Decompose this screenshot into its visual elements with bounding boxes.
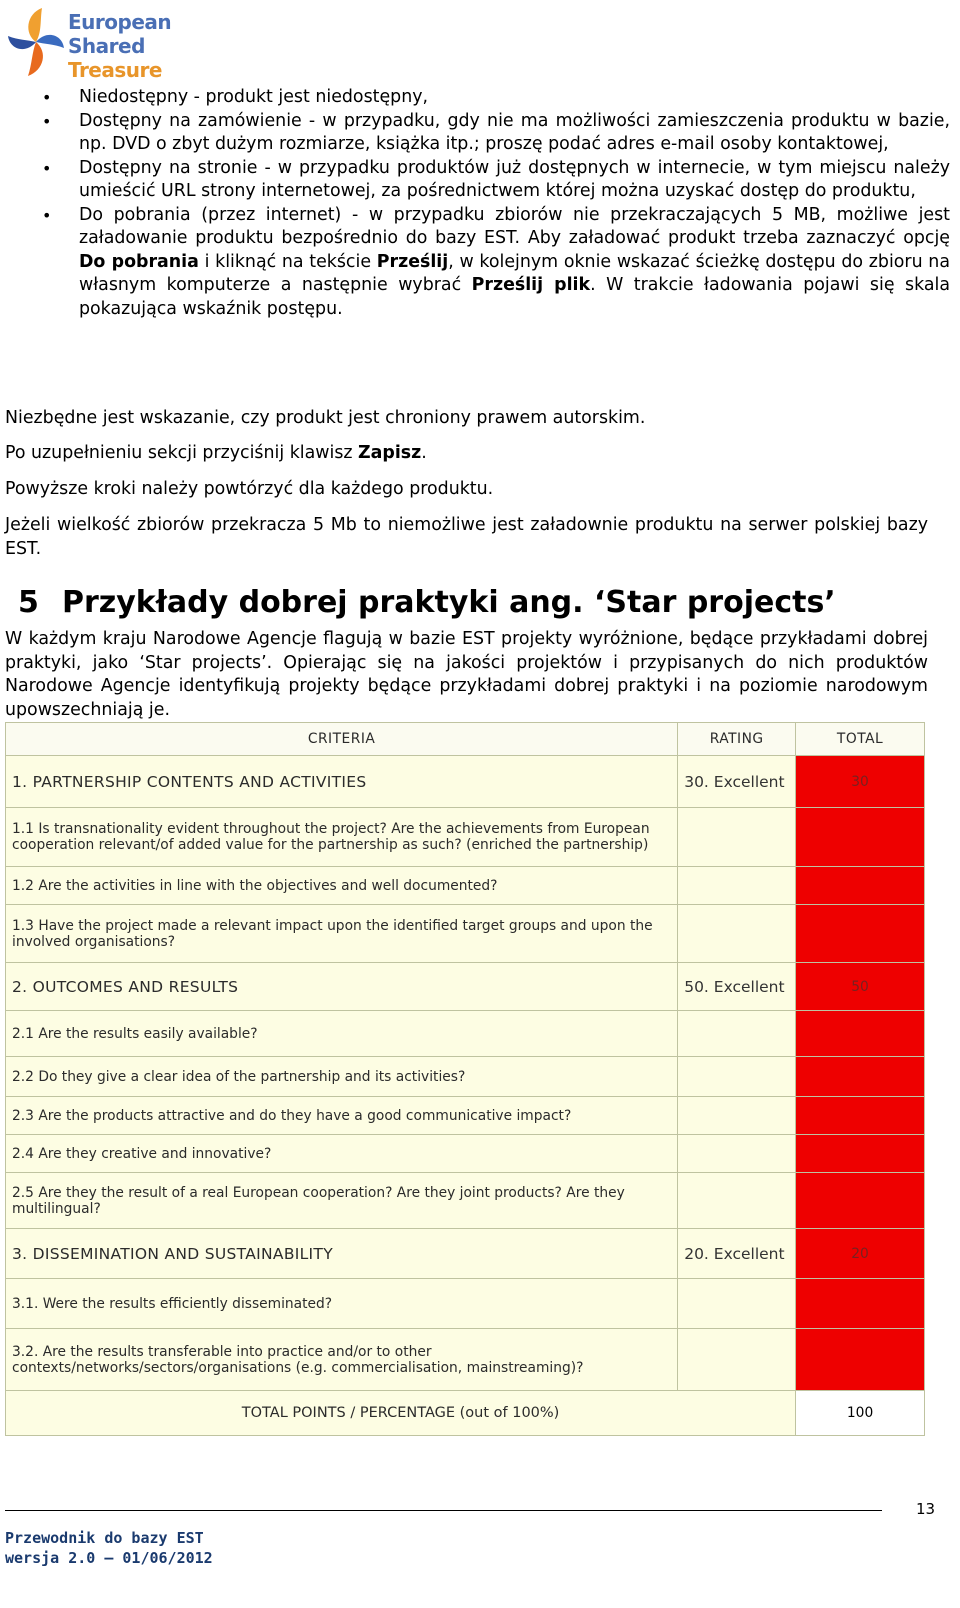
- table-header-row: [6, 723, 925, 756]
- total-cell: [796, 905, 925, 963]
- criteria-cell: 2.2 Do they give a clear idea of the partnership and its activities?: [6, 1057, 678, 1097]
- rating-cell: [678, 1057, 796, 1097]
- logo-text-treasure: Treasure: [68, 58, 162, 82]
- footer-version: wersja 2.0 – 01/06/2012: [5, 1549, 213, 1567]
- total-cell: [796, 1097, 925, 1135]
- list-item: • Niedostępny - produkt jest niedostępny,: [0, 86, 950, 110]
- table-row: [6, 1229, 925, 1279]
- total-cell: [796, 867, 925, 905]
- rating-cell: [678, 808, 796, 867]
- criteria-cell: 2.5 Are they the result of a real European cooperation? Are they joint products? Are they multilingual?: [6, 1173, 678, 1229]
- total-cell: 100: [796, 1391, 925, 1436]
- table-row: [6, 867, 925, 905]
- total-cell: 20: [796, 1229, 925, 1279]
- rating-cell: [678, 1011, 796, 1057]
- rating-cell: [678, 1135, 796, 1173]
- section-number: 5: [18, 585, 39, 620]
- table-row: [6, 808, 925, 867]
- total-cell: [796, 1329, 925, 1391]
- total-cell: 50: [796, 963, 925, 1011]
- footer-divider: [5, 1510, 882, 1511]
- table-row: [6, 756, 925, 808]
- list-item: • Dostępny na stronie - w przypadku produktów już dostępnych w internecie, w tym miejscu należy umieścić URL strony internetowej, za pośrednictwem której można uzyskać dostęp do produktu,: [0, 157, 950, 204]
- paragraph-copyright: Niezbędne jest wskazanie, czy produkt jest chroniony prawem autorskim.: [5, 408, 646, 428]
- availability-options-list: [0, 86, 950, 321]
- list-item: • Dostępny na zamówienie - w przypadku, gdy nie ma możliwości zamieszczenia produktu w bazie, np. DVD o zbyt dużym rozmiarze, książka itp.; proszę podać adres e-mail osoby kontaktowej,: [0, 110, 950, 157]
- total-cell: [796, 1011, 925, 1057]
- section-title: Przykłady dobrej praktyki ang. ‘Star projects’: [62, 585, 836, 620]
- term-przeslij: Prześlij: [376, 251, 449, 272]
- table-row: [6, 1173, 925, 1229]
- criteria-cell: 3. DISSEMINATION AND SUSTAINABILITY: [6, 1229, 678, 1279]
- paragraph-star-projects: W każdym kraju Narodowe Agencje flagują w bazie EST projekty wyróżnione, będące przykładami dobrej praktyki, jako ‘Star projects’. Opierając się na jakości projektów i przypisanych do nich produktów Narodowe Agencje identyfikują projekty będące przykładami dobrej praktyki i na poziomie narodowym upowszechniają je.: [5, 629, 928, 720]
- criteria-cell: 3.2. Are the results transferable into practice and/or to other contexts/networks/sectors/organisations (e.g. commercialisation, mainstreaming)?: [6, 1329, 678, 1391]
- term-zapisz: Zapisz: [358, 443, 422, 463]
- table-row: [6, 963, 925, 1011]
- table-row: [6, 905, 925, 963]
- criteria-cell: 3.1. Were the results efficiently disseminated?: [6, 1279, 678, 1329]
- rating-cell: 50. Excellent: [678, 963, 796, 1011]
- logo-text-european: European: [68, 10, 172, 34]
- column-header-total: TOTAL: [796, 723, 925, 756]
- criteria-cell: 1.3 Have the project made a relevant impact upon the identified target groups and upon the involved organisations?: [6, 905, 678, 963]
- paragraph-repeat: Powyższe kroki należy powtórzyć dla każdego produktu.: [5, 479, 494, 499]
- total-cell: [796, 1279, 925, 1329]
- logo-text-shared: Shared: [68, 34, 145, 58]
- criteria-cell: 2.1 Are the results easily available?: [6, 1011, 678, 1057]
- term-przeslij-plik: Prześlij plik: [471, 275, 591, 295]
- rating-cell: [678, 1097, 796, 1135]
- criteria-cell: 1.2 Are the activities in line with the objectives and well documented?: [6, 867, 678, 905]
- logo: [6, 4, 176, 84]
- rating-cell: [678, 1329, 796, 1391]
- page-number: 13: [916, 1500, 936, 1518]
- total-cell: [796, 1173, 925, 1229]
- table-row-total: [6, 1391, 925, 1436]
- list-item: • Do pobrania (przez internet) - w przypadku zbiorów nie przekraczających 5 MB, możliwe jest załadowanie produktu bezpośrednio do bazy EST. Aby załadować produkt trzeba zaznaczyć opcję Do pobrania i kliknąć na tekście Prześlij, w kolejnym oknie wskazać ścieżkę dostępu do zbioru na własnym komputerze a następnie wybrać Prześlij plik. W trakcie ładowania pojawi się skala pokazująca wskaźnik postępu.: [0, 204, 950, 322]
- rating-cell: [678, 1173, 796, 1229]
- table-row: [6, 1135, 925, 1173]
- total-cell: [796, 1057, 925, 1097]
- criteria-cell: 1.1 Is transnationality evident throughout the project? Are the achievements from European cooperation relevant/of added value for the partnership as such? (enriched the partnership): [6, 808, 678, 867]
- paragraph-size-limit: Jeżeli wielkość zbiorów przekracza 5 Mb to niemożliwe jest załadownie produktu na serwer polskiej bazy EST.: [5, 515, 928, 559]
- total-cell: [796, 1135, 925, 1173]
- table-row: [6, 1011, 925, 1057]
- pinwheel-logo-icon: [6, 4, 66, 82]
- criteria-cell: TOTAL POINTS / PERCENTAGE (out of 100%): [6, 1391, 796, 1436]
- total-cell: 30: [796, 756, 925, 808]
- table-row: [6, 1279, 925, 1329]
- table-row: [6, 1097, 925, 1135]
- rating-cell: 30. Excellent: [678, 756, 796, 808]
- column-header-criteria: CRITERIA: [6, 723, 678, 756]
- paragraph-save: Po uzupełnieniu sekcji przyciśnij klawisz Zapisz.: [5, 443, 427, 463]
- table-row: [6, 1057, 925, 1097]
- rating-cell: [678, 867, 796, 905]
- table-row: [6, 1329, 925, 1391]
- criteria-table: [5, 722, 925, 1436]
- column-header-rating: RATING: [678, 723, 796, 756]
- rating-cell: [678, 905, 796, 963]
- footer-title: Przewodnik do bazy EST: [5, 1529, 204, 1547]
- rating-cell: [678, 1279, 796, 1329]
- section-heading: [18, 584, 836, 622]
- criteria-cell: 2.3 Are the products attractive and do they have a good communicative impact?: [6, 1097, 678, 1135]
- term-do-pobrania: Do pobrania: [79, 251, 199, 272]
- total-cell: [796, 808, 925, 867]
- rating-cell: 20. Excellent: [678, 1229, 796, 1279]
- criteria-cell: 2. OUTCOMES AND RESULTS: [6, 963, 678, 1011]
- criteria-cell: 2.4 Are they creative and innovative?: [6, 1135, 678, 1173]
- criteria-cell: 1. PARTNERSHIP CONTENTS AND ACTIVITIES: [6, 756, 678, 808]
